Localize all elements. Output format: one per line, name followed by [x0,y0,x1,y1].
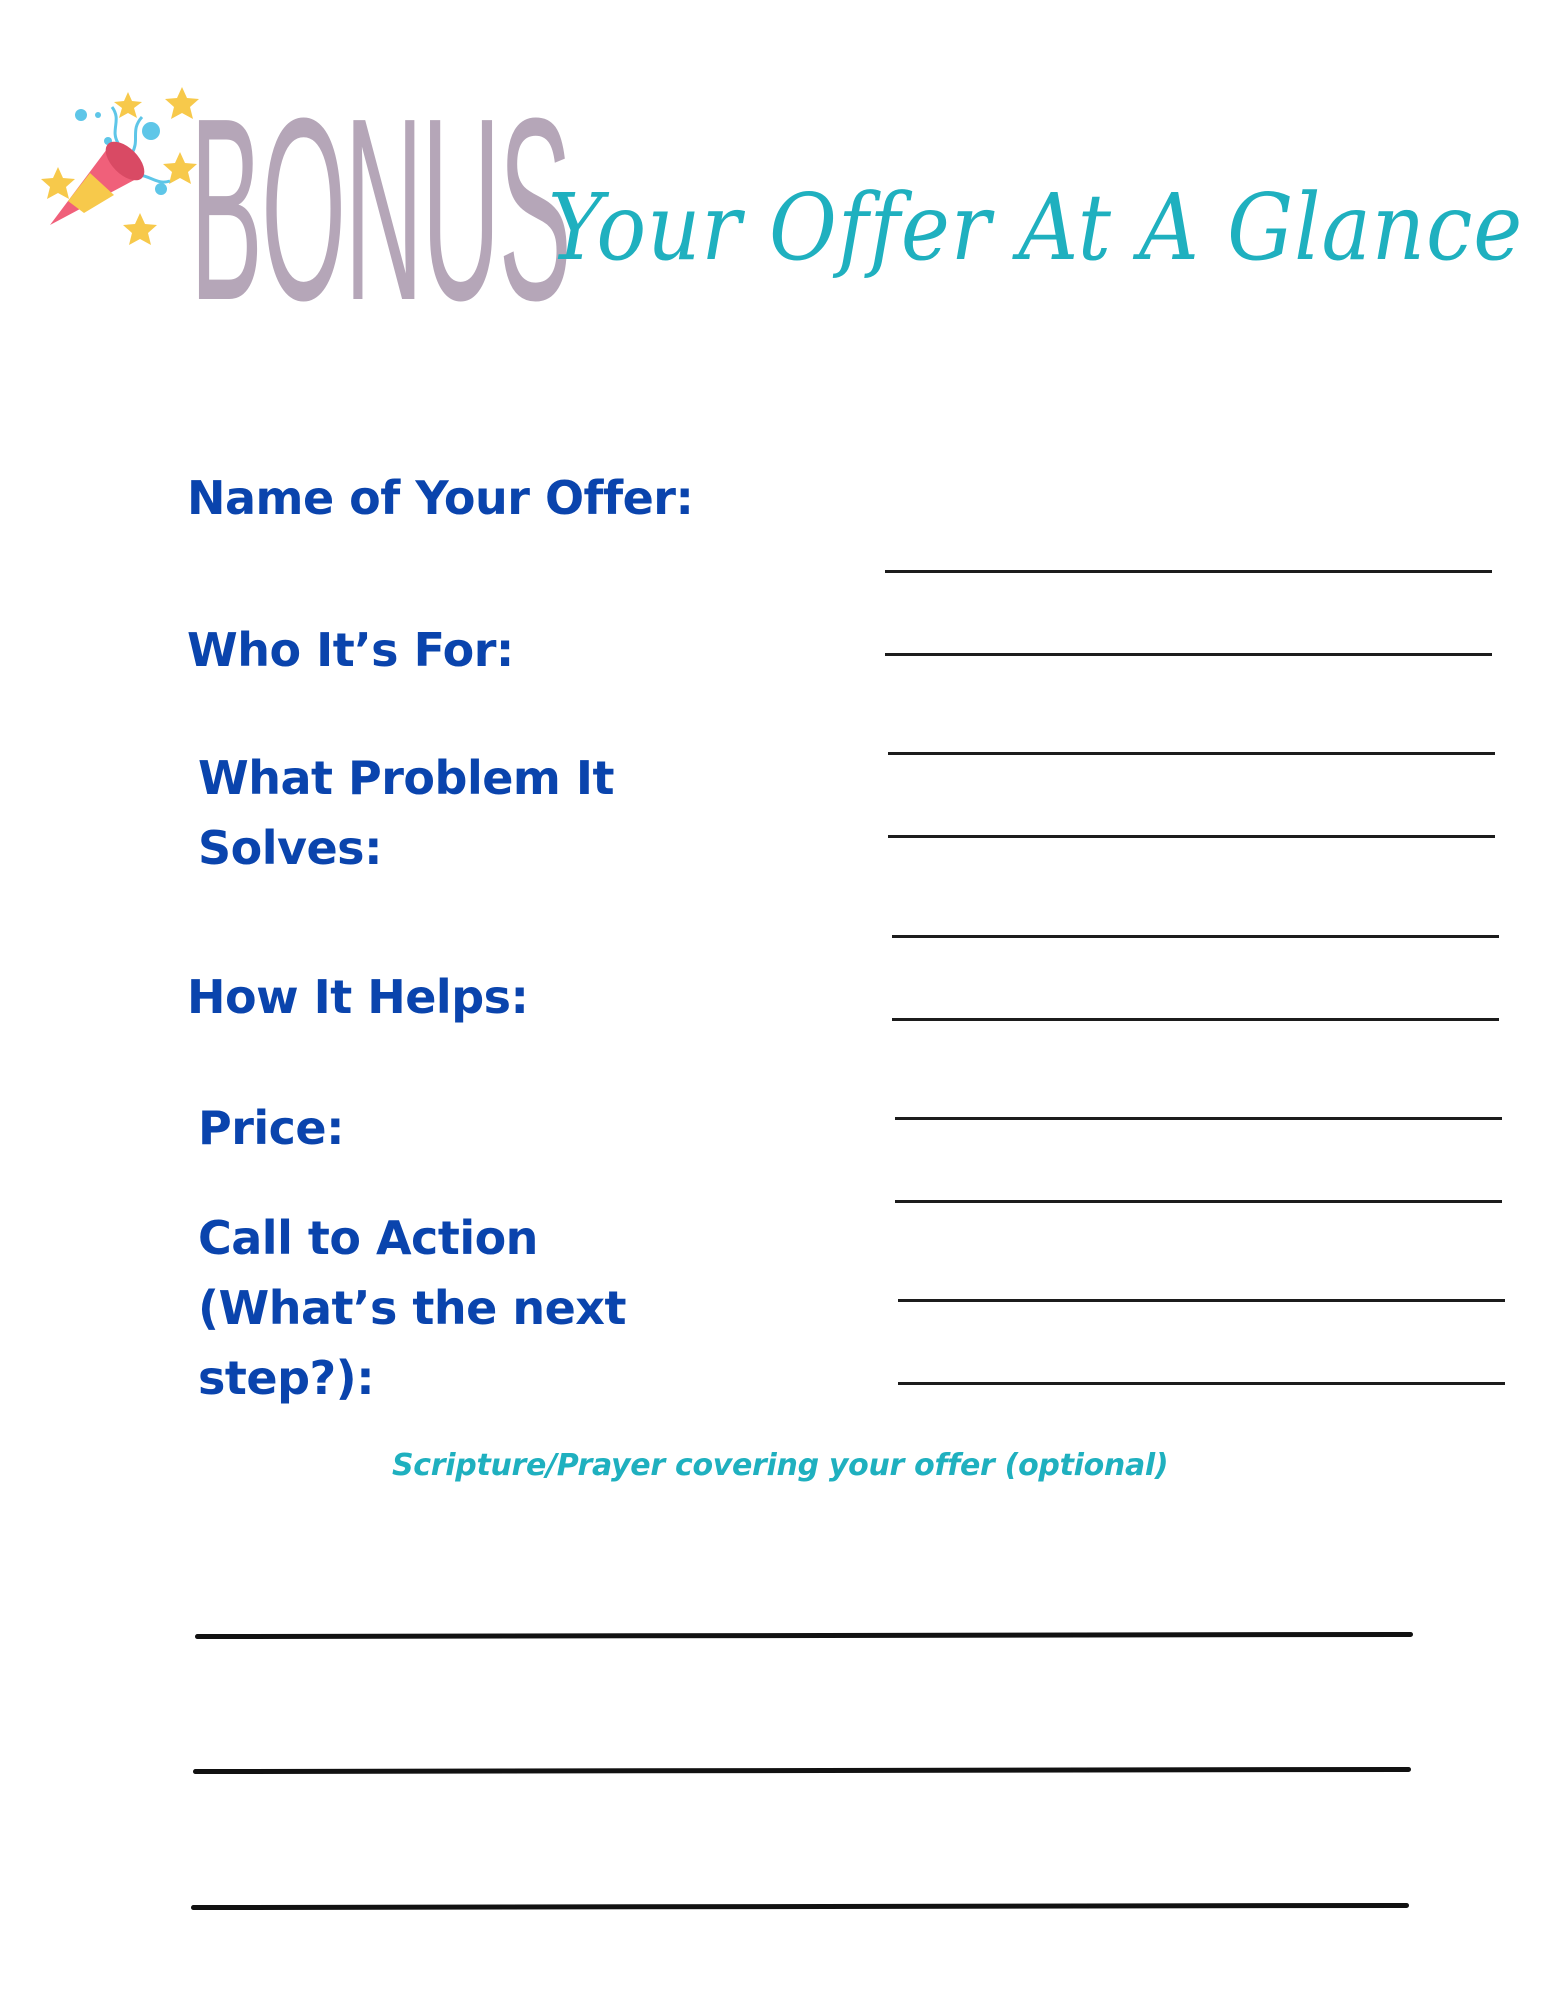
page-title: Your Offer At A Glance [548,174,1524,281]
cta-line-2[interactable] [898,1382,1505,1385]
cta-label-line1: Call to Action [198,1211,538,1265]
prayer-line-2[interactable] [193,1767,1411,1774]
audience-line[interactable] [885,653,1492,656]
bonus-title: BONUS [190,65,570,355]
problem-label-line2: Solves: [198,821,382,875]
prayer-line-3[interactable] [191,1903,1409,1910]
problem-label-line1: What Problem It [198,751,614,805]
call-to-action-label [198,1203,758,1413]
offer-name-label: Name of Your Offer: [187,471,694,525]
cta-line-1[interactable] [898,1299,1505,1302]
scripture-prayer-note: Scripture/Prayer covering your offer (optional) [392,1448,1169,1483]
offer-name-line[interactable] [885,570,1492,573]
price-line-2[interactable] [895,1200,1502,1203]
prayer-line-1[interactable] [195,1632,1413,1639]
cta-label-line3: step?): [198,1351,375,1405]
problem-line-1[interactable] [888,752,1495,755]
benefit-line-2[interactable] [892,1018,1499,1021]
price-line-1[interactable] [895,1117,1502,1120]
audience-label: Who It’s For: [187,623,514,677]
party-popper-icon [40,85,210,255]
benefit-label: How It Helps: [187,970,529,1024]
cta-label-line2: (What’s the next [198,1281,626,1335]
problem-line-2[interactable] [888,835,1495,838]
problem-label [198,743,718,883]
benefit-line-1[interactable] [892,935,1499,938]
price-label: Price: [198,1101,345,1155]
